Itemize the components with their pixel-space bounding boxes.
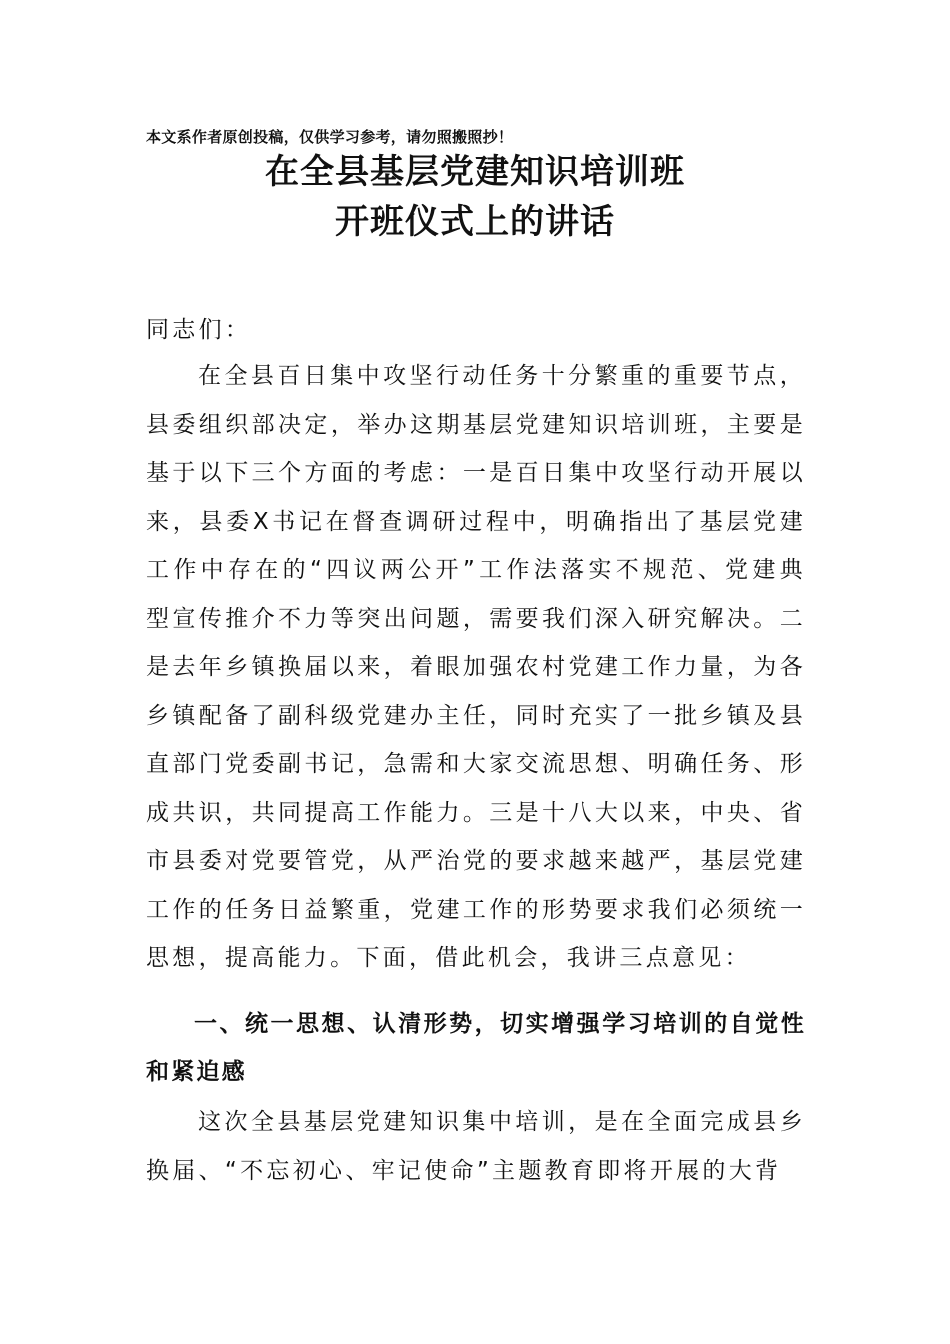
document-title-line-1: 在全县基层党建知识培训班: [265, 152, 685, 192]
section-heading-1: 一、统一思想、认清形势，切实增强学习培训的自觉性和紧迫感: [146, 1011, 806, 1085]
copyright-notice: 本文系作者原创投稿，仅供学习参考，请勿照搬照抄！: [146, 128, 514, 146]
paragraph-intro: 在全县百日集中攻坚行动任务十分繁重的重要节点，县委组织部决定，举办这期基层党建知识培训班，主要是基于以下三个方面的考虑：一是百日集中攻坚行动开展以来，县委X书记在督查调研过程中，明确指出了基层党建工作中存在的“四议两公开”工作法落实不规范、党建典型宣传推介不力等突出问题，需要我们深入研究解决。二是去年乡镇换届以来，着眼加强农村党建工作力量，为各乡镇配备了副科级党建办主任，同时充实了一批乡镇及县直部门党委副书记，急需和大家交流思想、明确任务、形成共识，共同提高工作能力。三是十八大以来，中央、省市县委对党要管党，从严治党的要求越来越严，基层党建工作的任务日益繁重，党建工作的形势要求我们必须统一思想，提高能力。下面，借此机会，我讲三点意见：: [146, 363, 806, 971]
document-title-line-2: 开班仪式上的讲话: [335, 202, 615, 242]
greeting: 同志们：: [146, 317, 252, 343]
paragraph-section-1: 这次全县基层党建知识集中培训，是在全面完成县乡换届、“不忘初心、牢记使命”主题教育即将开展的大背: [146, 1109, 806, 1184]
